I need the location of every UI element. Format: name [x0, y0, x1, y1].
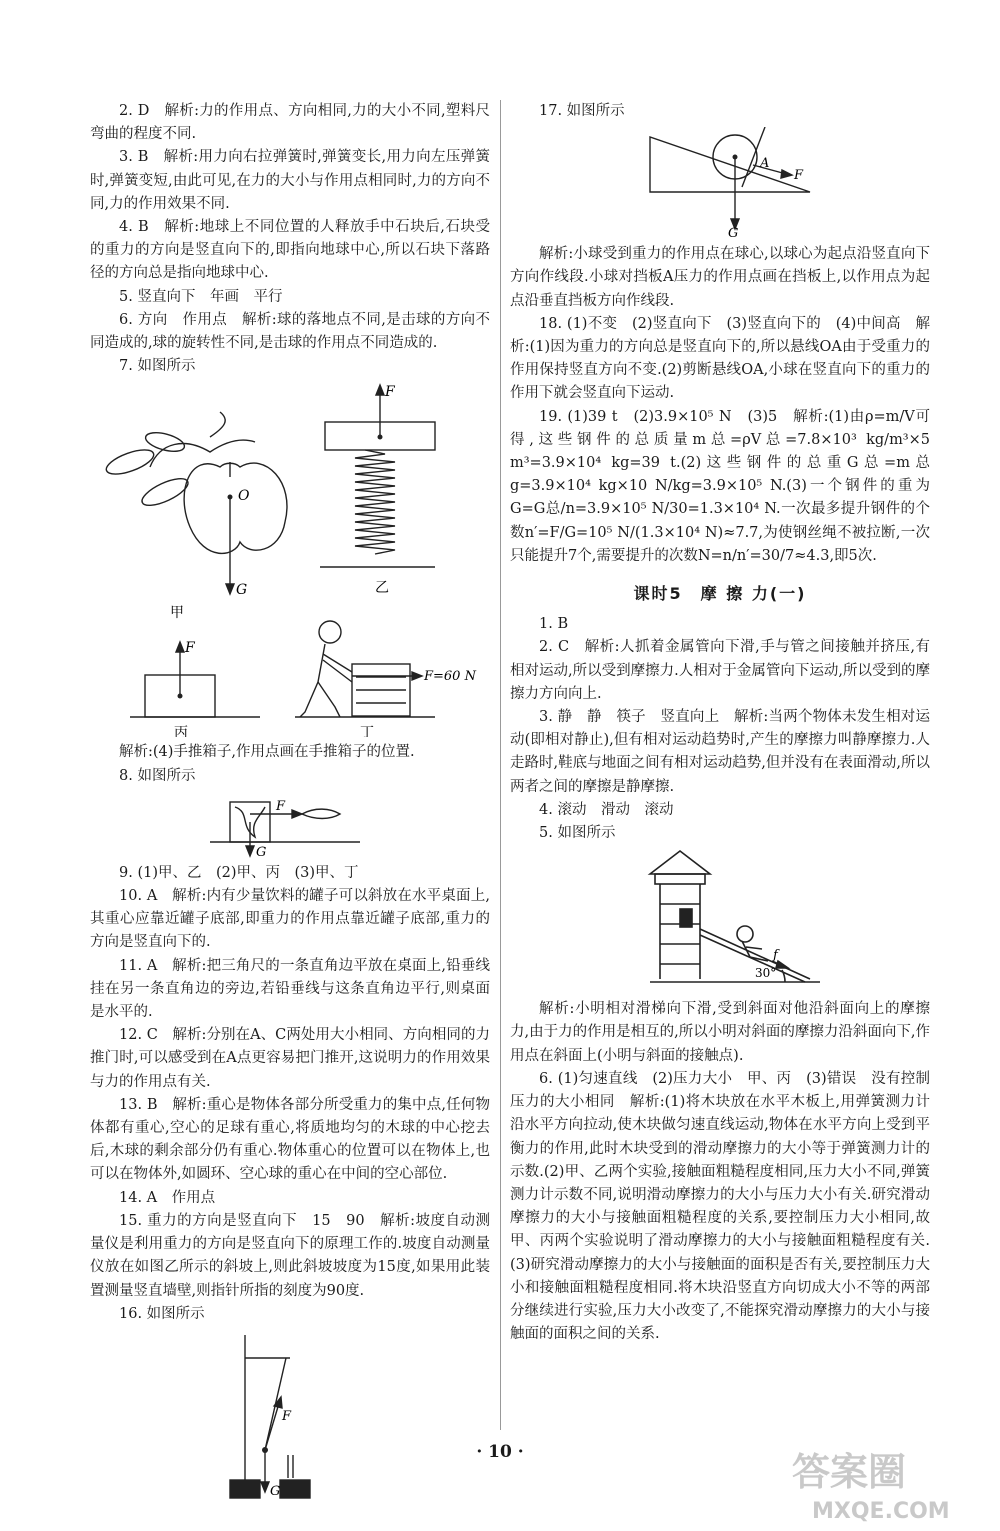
label-f5: f	[773, 948, 778, 964]
figure-16-svg	[90, 1330, 490, 1500]
watermark-text-2: MXQE.COM	[812, 1499, 950, 1524]
slide-drawing	[650, 851, 820, 982]
page-number: · 10 ·	[476, 1442, 524, 1462]
stand-drawing	[230, 1335, 310, 1498]
answer-18: 18. (1)不变 (2)竖直向下 (3)竖直向下的 (4)中间高 解析:(1)因为重力的方向总是竖直向下的,所以悬线OA由于受重力的作用保持竖直方向不变.(2)剪断悬线OA,小球在竖直向下的重力的作用下就会竖直向下运动.	[510, 315, 930, 402]
figure-17-svg	[510, 127, 930, 239]
friction-answer-5: 5. 如图所示	[539, 825, 616, 842]
figure-8-svg	[90, 792, 490, 858]
label-g17: G	[728, 226, 739, 240]
answer-17: 17. 如图所示	[539, 103, 625, 119]
answer-3: 3. B 解析:用力向右拉弹簧时,弹簧变长,用力向左压弹簧时,弹簧变短,由此可见,在力的大小与作用点相同时,力的方向不同,力的作用效果不同.	[90, 149, 490, 212]
figure-8	[90, 792, 490, 858]
block-point	[178, 694, 183, 699]
right-column	[510, 100, 930, 1346]
answer-9: 9. (1)甲、乙 (2)甲、丙 (3)甲、丁	[119, 864, 359, 881]
friction-answer-1: 1. B	[539, 616, 569, 633]
answer-11: 11. A 解析:把三角尺的一条直角边平放在桌面上,铅垂线挂在另一条直角边的旁边,若铅垂线与这条直角边平行,则桌面是水平的.	[90, 957, 490, 1021]
label-30deg: 30°	[755, 966, 777, 981]
friction-answer-5-note: 解析:小明相对滑梯向下滑,受到斜面对他沿斜面向上的摩擦力,由于力的作用是相互的,所以小明对斜面的摩擦力沿斜面向下,作用点在斜面上(小明与斜面的接触点).	[510, 1001, 930, 1064]
spring-drawing	[320, 385, 435, 567]
label-jia: 甲	[170, 605, 184, 622]
figure-5	[510, 849, 930, 994]
answer-8: 8. 如图所示	[119, 767, 196, 784]
answer-7: 7. 如图所示	[119, 358, 196, 375]
label-f17: F	[794, 168, 804, 184]
label-f-spring: F	[385, 384, 395, 401]
friction-answer-3: 3. 静 静 筷子 竖直向上 解析:当两个物体未发生相对运动(即相对静止),但有相对运动趋势时,产生的摩擦力叫静摩擦力.人走路时,鞋底与地面之间有相对运动趋势,但并没有在表面滑动,所以两者之间的摩擦是静摩擦.	[510, 709, 930, 795]
label-a17: A	[760, 156, 770, 172]
label-g8: G	[256, 844, 267, 858]
label-g-apple: G	[236, 582, 248, 599]
friction-answer-4: 4. 滚动 滑动 滚动	[539, 801, 674, 818]
figure-7-svg	[90, 382, 490, 737]
friction-answer-2: 2. C 解析:人抓着金属管向下滑,手与管之间接触并挤压,有相对运动,所以受到摩擦力.人相对于金属管向下运动,所以受到的摩擦力方向向上.	[510, 639, 930, 702]
apple-drawing	[103, 412, 287, 594]
answer-10: 10. A 解析:内有少量饮料的罐子可以斜放在水平桌面上,其重心应靠近罐子底部,即重力的作用点靠近罐子底部,重力的方向是竖直向下的.	[90, 888, 490, 951]
section-heading: 课时5 摩 擦 力(一)	[633, 584, 807, 604]
answer-15: 15. 重力的方向是竖直向下 15 90 解析:坡度自动测量仪是利用重力的方向是竖直向下的原理工作的.坡度自动测量仪放在如图乙所示的斜坡上,则此斜坡坡度为15度,如果用此装置测量竖直墙壁,则指针所指的刻度为90度.	[90, 1212, 490, 1299]
answer-12: 12. C 解析:分别在A、C两处用大小相同、方向相同的力推门时,可以感受到在A点更容易把门推开,这说明力的作用效果与力的作用点有关.	[90, 1027, 490, 1090]
incline-ball-drawing	[650, 127, 810, 229]
answer-14: 14. A 作用点	[119, 1189, 216, 1206]
label-g16: G	[270, 1483, 281, 1499]
label-yi: 乙	[375, 580, 389, 597]
answer-5: 5. 竖直向下 年画 平行	[119, 288, 283, 305]
watermark-text-1: 答案圈	[792, 1450, 907, 1494]
answer-4: 4. B 解析:地球上不同位置的人释放手中石块后,石块受的重力的方向是竖直向下的,即指向地球中心,所以石块下落路径的方向总是指向地球中心.	[90, 219, 490, 282]
spring-point	[378, 435, 383, 440]
apple-center-dot	[228, 495, 233, 500]
column-divider	[500, 100, 501, 1430]
answer-19: 19. (1)39 t (2)3.9×10⁵ N (3)5 解析:(1)由ρ=m/V可得,这些钢件的总质量m总=ρV总=7.8×10³ kg/m³×5 m³=3.9×10⁴ kg=39 t.(2)这些钢件的总重G总=m总g=3.9×10⁴ kg×10 N/kg=3.9×10⁵ N.(3)一个钢件的重为G=G总/n=3.9×10⁵ N/30=1.3×10⁴ N.一次最多提升钢件的个数n′=F/G=10⁵ N/(1.3×10⁴ N)≈7.7,为使钢丝绳不被拉断,一次只能提升7个,需要提升的次数N=n/n′=30/7≈4.3,即5次.	[510, 408, 930, 564]
ball-center	[733, 155, 738, 160]
block-drawing	[130, 642, 260, 717]
friction-answer-6: 6. (1)匀速直线 (2)压力大小 甲、丙 (3)错误 没有控制压力的大小相同 解析:(1)将木块放在水平木板上,用弹簧测力计沿水平方向拉动,使木块做匀速直线运动,物体在水平方向上受到平衡力的作用,此时木块受到的滑动摩擦力的大小等于弹簧测力计的示数.(2)甲、乙两个实验,接触面粗糙程度相同,压力大小不同,弹簧测力计示数不同,说明滑动摩擦力的大小与压力大小有关.研究滑动摩擦力的大小与接触面粗糙程度的关系,要控制压力大小相同,故甲、丙两个实验说明了滑动摩擦力的大小与接触面粗糙程度有关.(3)研究滑动摩擦力的大小与接触面的面积是否有关,要控制压力大小和接触面粗糙程度相同.将木块沿竖直方向切成大小不等的两部分继续进行实验,压力大小改变了,不能探究滑动摩擦力的大小与接触面的面积之间的关系.	[510, 1070, 930, 1343]
figure-7	[90, 382, 490, 737]
answer-17-note: 解析:小球受到重力的作用点在球心,以球心为起点沿竖直向下方向作线段.小球对挡板A压力的作用点画在挡板上,以作用点为起点沿垂直挡板方向作线段.	[510, 246, 930, 309]
label-f8: F	[276, 798, 286, 814]
label-f16: F	[282, 1408, 292, 1424]
figure-16	[90, 1330, 490, 1500]
label-o: O	[238, 488, 250, 505]
answer-2: 2. D 解析:力的作用点、方向相同,力的大小不同,塑料尺弯曲的程度不同.	[90, 103, 490, 143]
figure-5-svg	[510, 849, 930, 994]
watermark-logo	[782, 1440, 982, 1525]
answer-13: 13. B 解析:重心是物体各部分所受重力的集中点,任何物体都有重心,空心的足球有重心,将质地均匀的木球的中心挖去后,木球的剩余部分仍有重心.物体重心的位置可以在物体上,也可以在物体外,如圆环、空心球的重心在中间的空心部位.	[90, 1096, 490, 1183]
answer-6: 6. 方向 作用点 解析:球的落地点不同,是击球的方向不同造成的,球的旋转性不同,是击球的作用点不同造成的.	[90, 311, 490, 352]
label-f60: F=60 N	[424, 669, 476, 685]
label-bing: 丙	[174, 725, 188, 738]
left-column	[90, 100, 490, 1504]
answer-7-note: 解析:(4)手推箱子,作用点画在手推箱子的位置.	[119, 744, 415, 761]
label-ding: 丁	[360, 725, 374, 738]
boy-pushing-drawing	[295, 621, 435, 717]
answer-16: 16. 如图所示	[119, 1305, 205, 1322]
figure-17	[510, 127, 930, 239]
label-f-block: F	[185, 640, 195, 657]
